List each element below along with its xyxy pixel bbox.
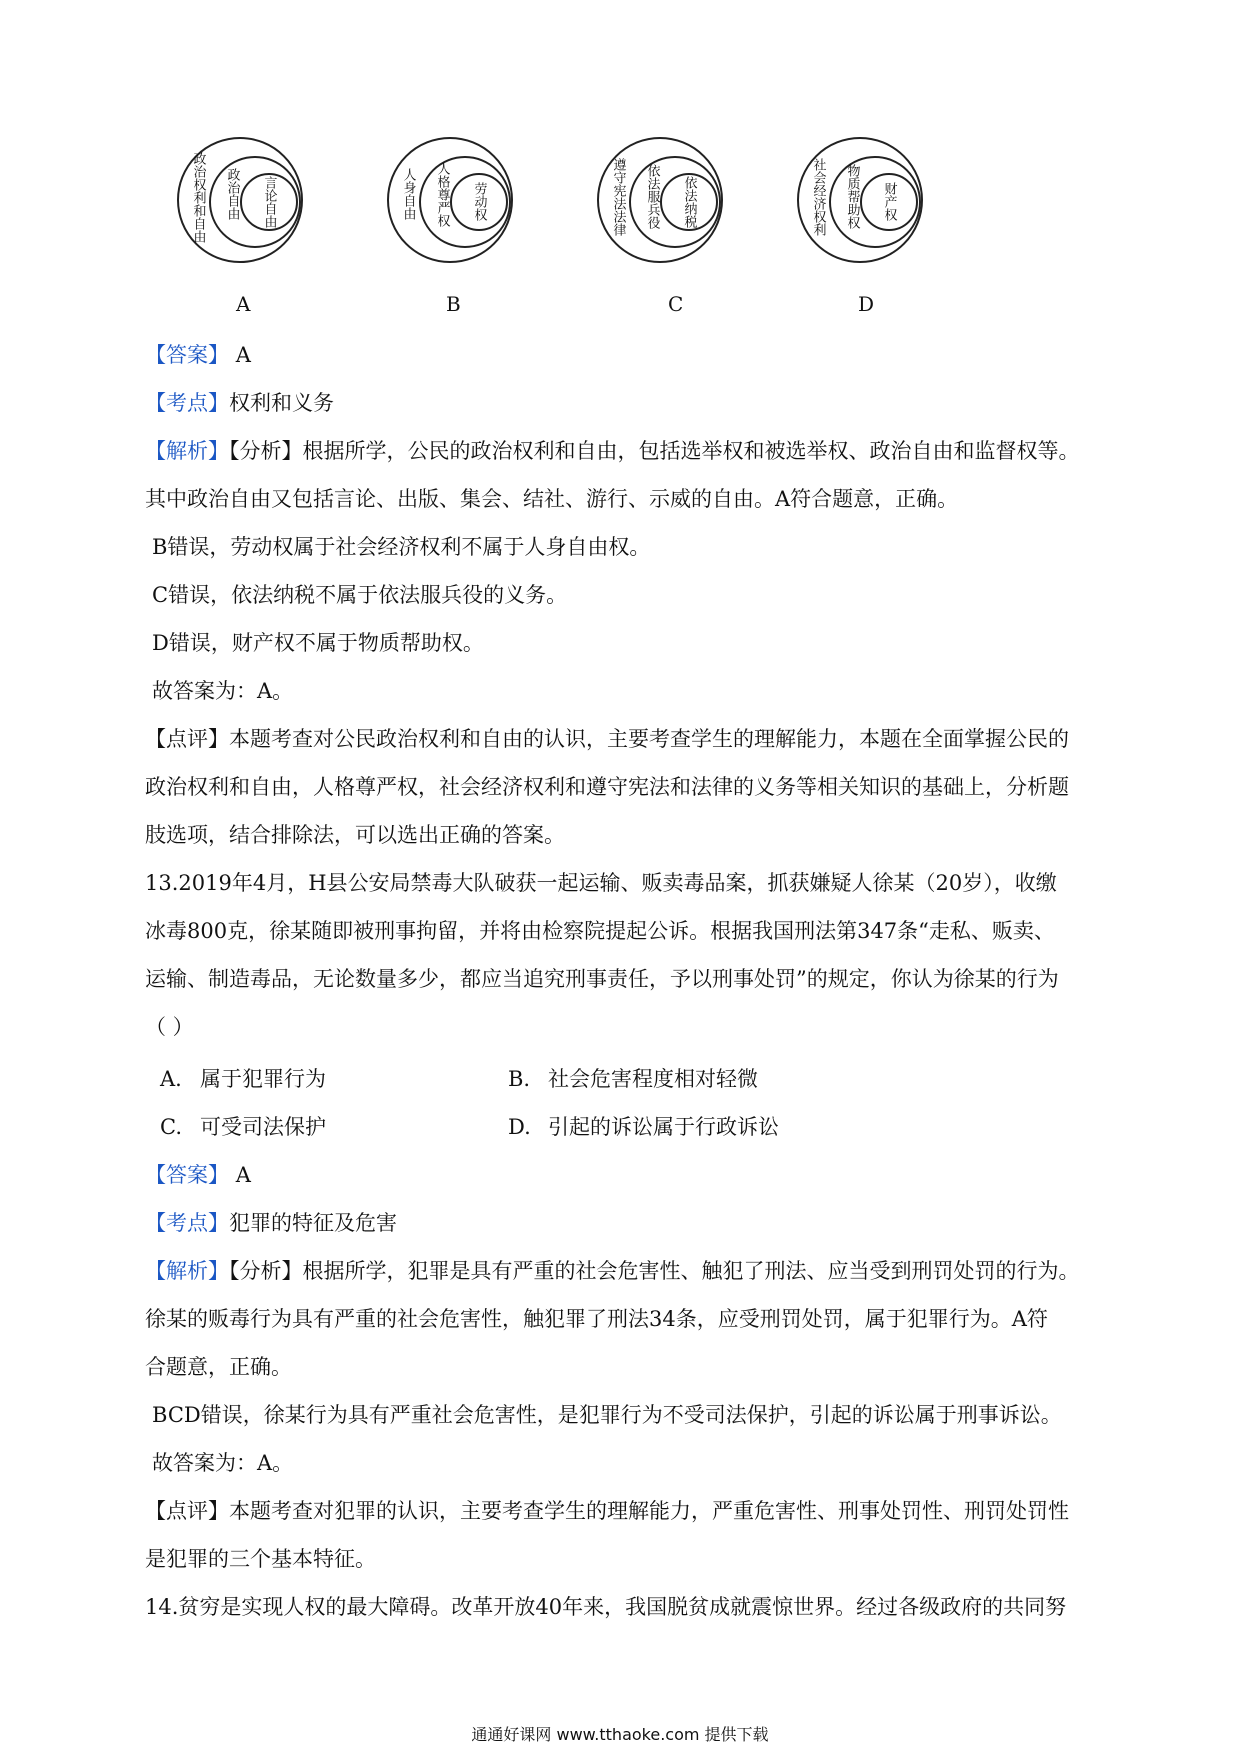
diagram-d (790, 130, 940, 270)
review-text: 本题考查对公民政治权利和自由的认识，主要考查学生的理解能力，本题在全面掌握公民的 (229, 727, 1069, 751)
diagram-a-middle: 政治自由 (224, 168, 240, 220)
diagram-d-inner: 财产权 (881, 182, 897, 221)
diagram-b-middle: 人格尊严权 (434, 162, 450, 227)
q13-analysis-line-3: 合题意，正确。 (145, 1355, 292, 1379)
point-value: 犯罪的特征及危害 (229, 1211, 397, 1235)
diagram-c-middle: 依法服兵役 (644, 164, 660, 229)
q13-analysis-line-1 (145, 1256, 1080, 1286)
q13-blank: （ ） (145, 1015, 194, 1039)
q13-option-b (508, 1064, 758, 1094)
diagram-d-middle: 物质帮助权 (844, 164, 860, 229)
review-text: 本题考查对犯罪的认识，主要考查学生的理解能力，严重危害性、刑事处罚性、刑罚处罚性 (229, 1499, 1069, 1523)
option-text: 属于犯罪行为 (200, 1067, 326, 1091)
diagram-c-label: C (668, 292, 684, 316)
q12-review-line-3: 肢选项，结合排除法，可以选出正确的答案。 (145, 823, 565, 847)
q12-option-d-explain: D错误，财产权不属于物质帮助权。 (152, 631, 484, 655)
q12-analysis-line-2: 其中政治自由又包括言论、出版、集会、结社、游行、示威的自由。A符合题意，正确。 (145, 487, 959, 511)
diagram-a-inner: 言论自由 (261, 176, 277, 228)
q13-option-c (160, 1112, 326, 1142)
q13-bcd-explain: BCD错误，徐某行为具有严重社会危害性，是犯罪行为不受司法保护，引起的诉讼属于刑事诉讼。 (152, 1403, 1062, 1427)
diagram-c (590, 130, 740, 270)
diagram-a-label: A (236, 292, 251, 316)
answer-tag: 【答案】 (145, 1163, 229, 1187)
diagram-a-outer: 政治权利和自由 (190, 152, 206, 243)
diagram-c-inner: 依法纳税 (681, 176, 697, 228)
option-key: A. (160, 1067, 182, 1091)
diagram-d-label: D (858, 292, 875, 316)
q12-option-c-explain: C错误，依法纳税不属于依法服兵役的义务。 (152, 583, 568, 607)
q13-point (145, 1208, 397, 1238)
q12-answer (145, 340, 251, 370)
diagram-b-label: B (446, 292, 461, 316)
q12-option-b-explain: B错误，劳动权属于社会经济权利不属于人身自由权。 (152, 535, 651, 559)
q14-stem-line-1: 14.贫穷是实现人权的最大障碍。改革开放40年来，我国脱贫成就震惊世界。经过各级政府的共同努 (145, 1595, 1067, 1619)
q13-conclusion: 故答案为：A。 (152, 1451, 294, 1475)
q13-stem-line-3: 运输、制造毒品，无论数量多少，都应当追究刑事责任，予以刑事处罚”的规定，你认为徐某的行为 (145, 967, 1059, 991)
page-footer: 通通好课网 www.tthaoke.com 提供下载 (471, 1725, 769, 1744)
q12-analysis-line-1 (145, 436, 1080, 466)
point-tag: 【考点】 (145, 1211, 229, 1235)
diagram-b-outer: 人身自由 (400, 168, 416, 220)
analysis-text: 【分析】根据所学，公民的政治权利和自由，包括选举权和被选举权、政治自由和监督权等。 (229, 439, 1080, 463)
q13-option-d (508, 1112, 779, 1142)
option-key: B. (508, 1067, 531, 1091)
q13-review-line-1 (145, 1496, 1069, 1526)
analysis-text: 【分析】根据所学，犯罪是具有严重的社会危害性、触犯了刑法、应当受到刑罚处罚的行为。 (229, 1259, 1080, 1283)
diagram-b-inner: 劳动权 (471, 182, 487, 221)
diagram-a (170, 130, 320, 270)
q12-review-line-1 (145, 724, 1069, 754)
q13-review-line-2: 是犯罪的三个基本特征。 (145, 1547, 376, 1571)
diagram-b (380, 130, 530, 270)
q12-review-line-2: 政治权利和自由，人格尊严权，社会经济权利和遵守宪法和法律的义务等相关知识的基础上，分析题 (145, 775, 1069, 799)
point-tag: 【考点】 (145, 391, 229, 415)
answer-value: A (235, 343, 251, 367)
q13-analysis-line-2: 徐某的贩毒行为具有严重的社会危害性，触犯罪了刑法34条，应受刑罚处罚，属于犯罪行为。A符 (145, 1307, 1048, 1331)
q13-stem-line-1: 13.2019年4月，H县公安局禁毒大队破获一起运输、贩卖毒品案，抓获嫌疑人徐某（20岁），收缴 (145, 871, 1057, 895)
review-tag: 【点评】 (145, 727, 229, 751)
option-diagrams (170, 130, 990, 270)
option-text: 引起的诉讼属于行政诉讼 (548, 1115, 779, 1139)
diagram-c-outer: 遵守宪法法律 (610, 158, 626, 236)
diagram-d-outer: 社会经济权利 (810, 158, 826, 236)
q12-point (145, 388, 334, 418)
analysis-tag: 【解析】 (145, 1259, 229, 1283)
analysis-tag: 【解析】 (145, 439, 229, 463)
option-text: 可受司法保护 (200, 1115, 326, 1139)
option-text: 社会危害程度相对轻微 (548, 1067, 758, 1091)
answer-tag: 【答案】 (145, 343, 229, 367)
answer-value: A (235, 1163, 251, 1187)
option-key: C. (160, 1115, 182, 1139)
q12-conclusion: 故答案为：A。 (152, 679, 294, 703)
q13-stem-line-2: 冰毒800克，徐某随即被刑事拘留，并将由检察院提起公诉。根据我国刑法第347条“走私、贩卖、 (145, 919, 1055, 943)
option-key: D. (508, 1115, 531, 1139)
q13-answer (145, 1160, 251, 1190)
q13-option-a (160, 1064, 326, 1094)
review-tag: 【点评】 (145, 1499, 229, 1523)
point-value: 权利和义务 (229, 391, 334, 415)
